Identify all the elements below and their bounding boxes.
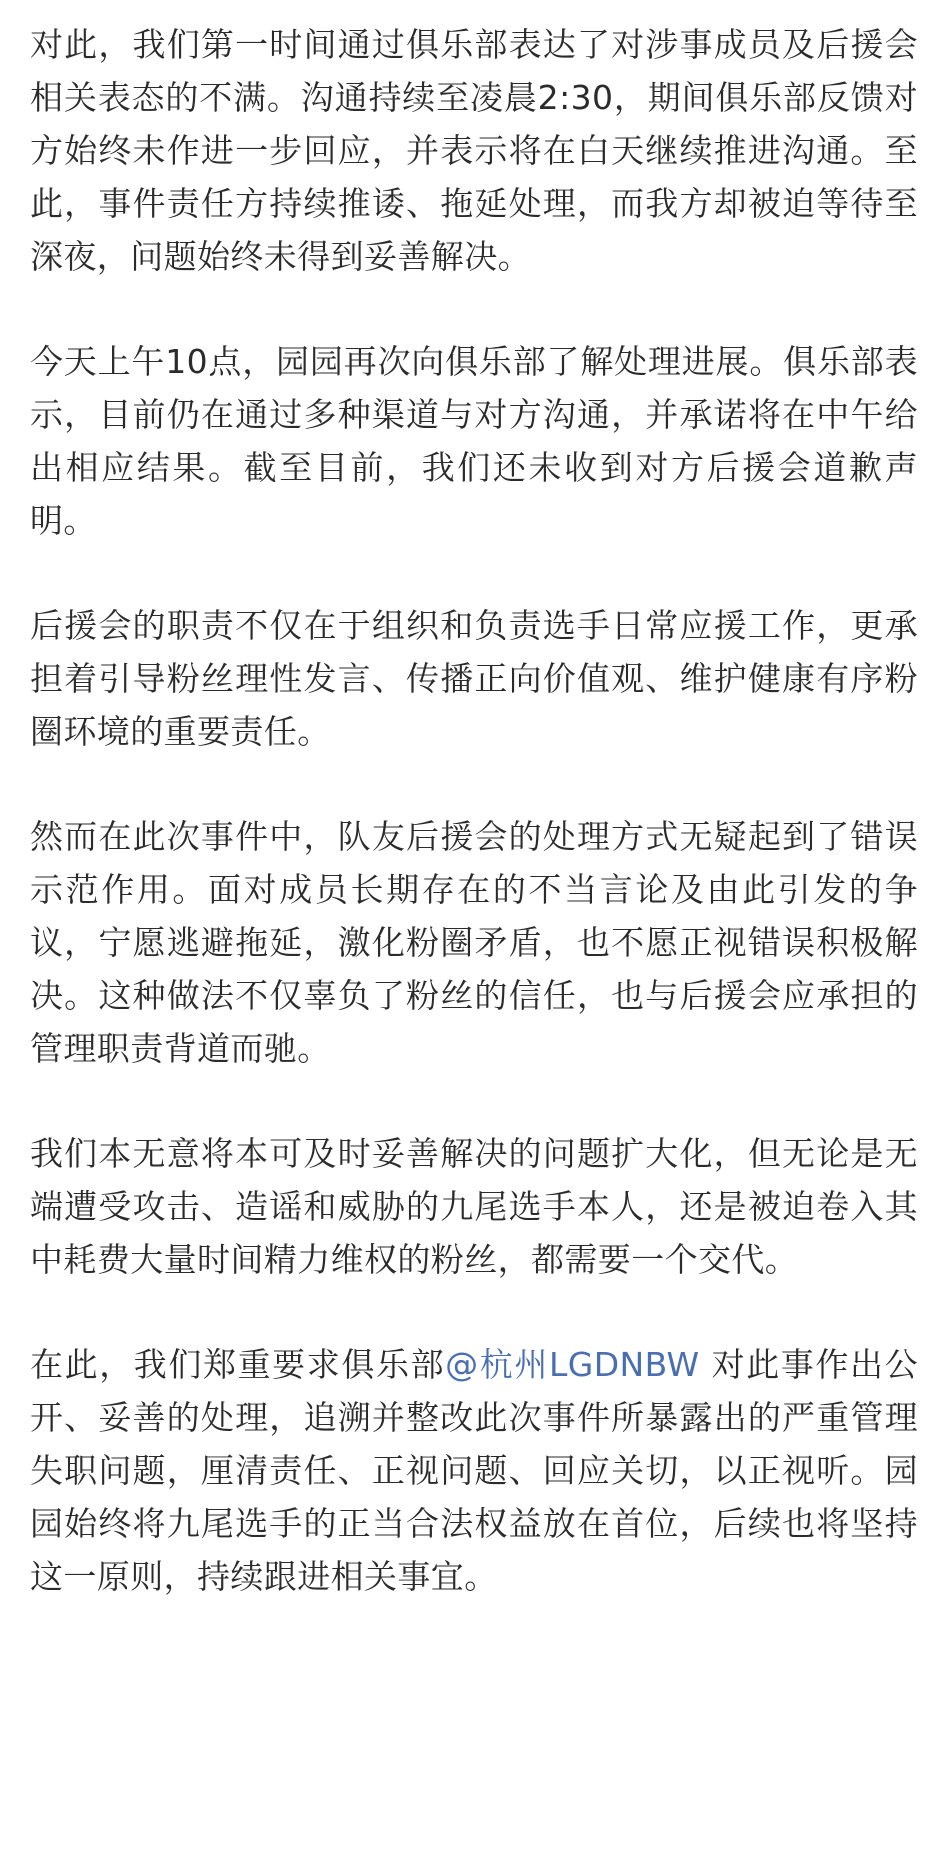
paragraph: 我们本无意将本可及时妥善解决的问题扩大化，但无论是无端遭受攻击、造谣和威胁的九尾选手本人，还是被迫卷入其中耗费大量时间精力维权的粉丝，都需要一个交代。 — [30, 1134, 918, 1279]
paragraph-final — [30, 1338, 918, 1603]
final-text-after: 对此事作出公开、妥善的处理，追溯并整改此次事件所暴露出的严重管理失职问题，厘清责任、正视问题、回应关切，以正视听。园园始终将九尾选手的正当合法权益放在首位，后续也将坚持这一原则，持续跟进相关事宜。 — [30, 1345, 918, 1596]
paragraph: 然而在此次事件中，队友后援会的处理方式无疑起到了错误示范作用。面对成员长期存在的不当言论及由此引发的争议，宁愿逃避拖延，激化粉圈矛盾，也不愿正视错误积极解决。这种做法不仅辜负了粉丝的信任，也与后援会应承担的管理职责背道而驰。 — [30, 817, 918, 1068]
final-text-before: 在此，我们郑重要求俱乐部 — [30, 1345, 446, 1384]
paragraph-gap — [30, 283, 918, 335]
paragraph: 今天上午10点，园园再次向俱乐部了解处理进展。俱乐部表示，目前仍在通过多种渠道与对方沟通，并承诺将在中午给出相应结果。截至目前，我们还未收到对方后援会道歉声明。 — [30, 342, 918, 540]
paragraph: 对此，我们第一时间通过俱乐部表达了对涉事成员及后援会相关表态的不满。沟通持续至凌晨2:30，期间俱乐部反馈对方始终未作进一步回应，并表示将在白天继续推进沟通。至此，事件责任方持续推诿、拖延处理，而我方却被迫等待至深夜，问题始终未得到妥善解决。 — [30, 25, 918, 276]
paragraph-gap — [30, 1286, 918, 1338]
paragraph-gap — [30, 1075, 918, 1127]
mention-link[interactable]: @杭州LGDNBW — [445, 1345, 700, 1384]
paragraph: 后援会的职责不仅在于组织和负责选手日常应援工作，更承担着引导粉丝理性发言、传播正向价值观、维护健康有序粉圈环境的重要责任。 — [30, 606, 918, 751]
paragraph-gap — [30, 547, 918, 599]
paragraph-gap — [30, 758, 918, 810]
